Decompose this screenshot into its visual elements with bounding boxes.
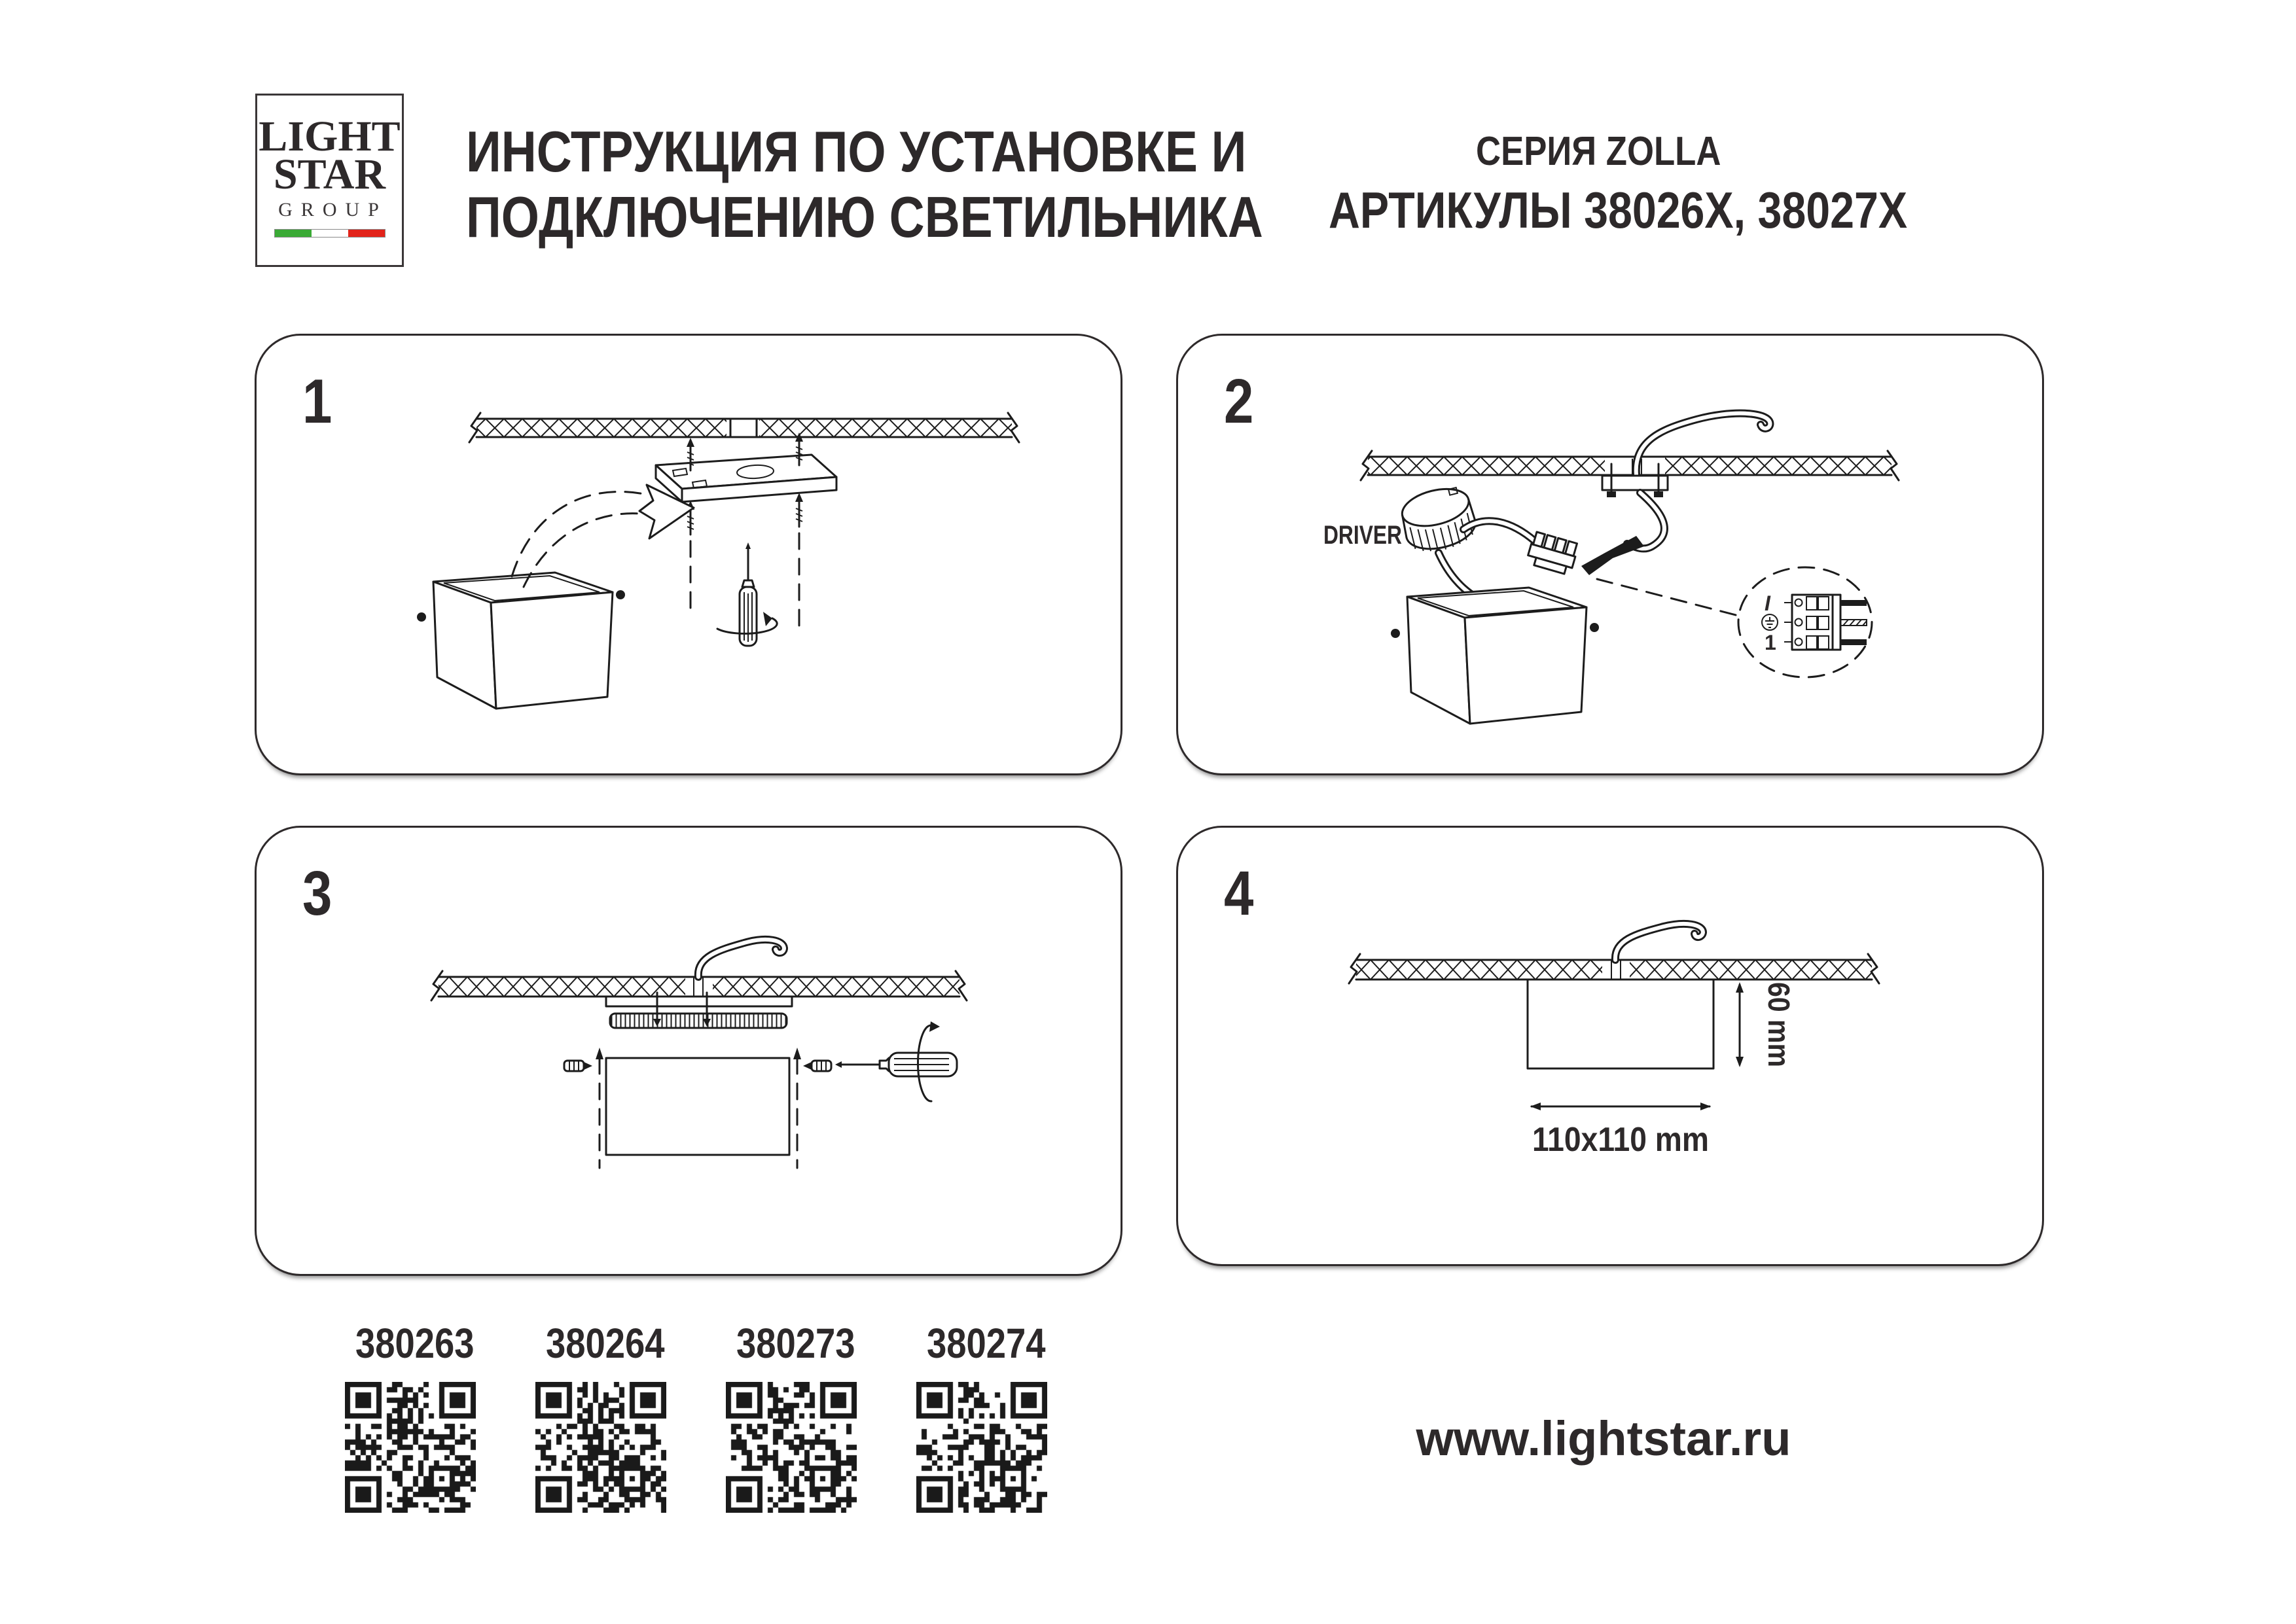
step1-diagram xyxy=(257,336,1121,773)
title-line-1: ИНСТРУКЦИЯ ПО УСТАНОВКЕ И xyxy=(466,119,1247,184)
flag-green xyxy=(275,230,312,237)
screw-icon xyxy=(795,493,803,527)
qr-item xyxy=(345,1319,476,1368)
article-number: 380264 xyxy=(546,1320,665,1367)
qr-item xyxy=(916,1319,1047,1368)
terminal-neutral-label: 1 xyxy=(1765,631,1776,654)
side-screw-dot xyxy=(417,612,426,622)
qr-item xyxy=(535,1319,666,1368)
title-line-2: ПОДКЛЮЧЕНИЮ СВЕТИЛЬНИКА xyxy=(466,185,1263,249)
page-title xyxy=(466,119,1404,250)
driver-label: DRIVER xyxy=(1323,521,1403,550)
ceiling-hatch xyxy=(469,413,1019,442)
step-1-number: 1 xyxy=(302,366,332,436)
screwdriver-icon xyxy=(717,542,777,646)
qr-code xyxy=(345,1382,476,1513)
step-4-number: 4 xyxy=(1224,858,1254,928)
wire-neutral xyxy=(1840,639,1867,645)
lamp-cube xyxy=(433,573,613,709)
height-dim-label: 60 mm xyxy=(1762,982,1796,1078)
step3-diagram xyxy=(257,828,1121,1274)
lamp-cube xyxy=(1407,588,1587,724)
article-number: 380273 xyxy=(736,1320,855,1367)
mains-cable xyxy=(1615,924,1703,960)
mains-cable xyxy=(698,940,784,977)
step4-diagram xyxy=(1178,828,2042,1264)
stripped-cable-arrow xyxy=(1581,536,1644,575)
screw-icon xyxy=(803,1061,831,1071)
italian-flag-icon xyxy=(274,229,386,238)
series-name: СЕРИЯ ZOLLA xyxy=(1475,129,1721,174)
lightstar-logo xyxy=(255,94,404,267)
step-3-number: 3 xyxy=(302,858,332,928)
mounting-plate xyxy=(656,455,836,502)
screw-icon xyxy=(564,1061,592,1071)
qr-code xyxy=(916,1382,1047,1513)
terminal-detail-bubble xyxy=(1738,567,1872,677)
step-panel-1 xyxy=(255,334,1122,775)
flag-red xyxy=(348,230,385,237)
side-screw-dot xyxy=(616,590,625,599)
width-dimension xyxy=(1530,1103,1711,1159)
driver-icon xyxy=(1397,482,1480,557)
lamp-body xyxy=(606,1058,789,1155)
height-dimension xyxy=(1736,982,1796,1078)
logo-light: LIGHT xyxy=(259,113,401,160)
width-dim-label: 110x110 mm xyxy=(1532,1121,1709,1159)
side-screw-dot xyxy=(1391,629,1400,638)
side-screw-dot xyxy=(1590,623,1599,632)
step-2-number: 2 xyxy=(1224,366,1254,436)
curved-arrow-icon xyxy=(512,485,694,587)
ribbed-flange xyxy=(610,1014,787,1028)
step2-diagram xyxy=(1178,336,2042,773)
website-url: www.lightstar.ru xyxy=(1416,1411,1791,1466)
qr-code xyxy=(535,1382,666,1513)
wire-live xyxy=(1840,600,1867,606)
detail-pointer xyxy=(1597,579,1738,616)
articles-list: АРТИКУЛЫ 38026X, 38027X xyxy=(1329,181,1908,239)
qr-item xyxy=(726,1319,857,1368)
terminal-live-label: I xyxy=(1765,591,1770,615)
step-panel-3 xyxy=(255,826,1122,1276)
installed-lamp xyxy=(1528,980,1713,1068)
screwdriver-icon xyxy=(835,1021,957,1101)
wire-ground xyxy=(1840,620,1867,626)
ground-symbol-icon xyxy=(1762,614,1778,630)
article-number: 380263 xyxy=(355,1320,475,1367)
logo-star: STAR xyxy=(273,150,386,198)
flag-white xyxy=(312,230,348,237)
qr-code xyxy=(726,1382,857,1513)
step-panel-4 xyxy=(1176,826,2044,1266)
article-number: 380274 xyxy=(927,1320,1046,1367)
logo-group: GROUP xyxy=(278,199,387,221)
step-panel-2 xyxy=(1176,334,2044,775)
